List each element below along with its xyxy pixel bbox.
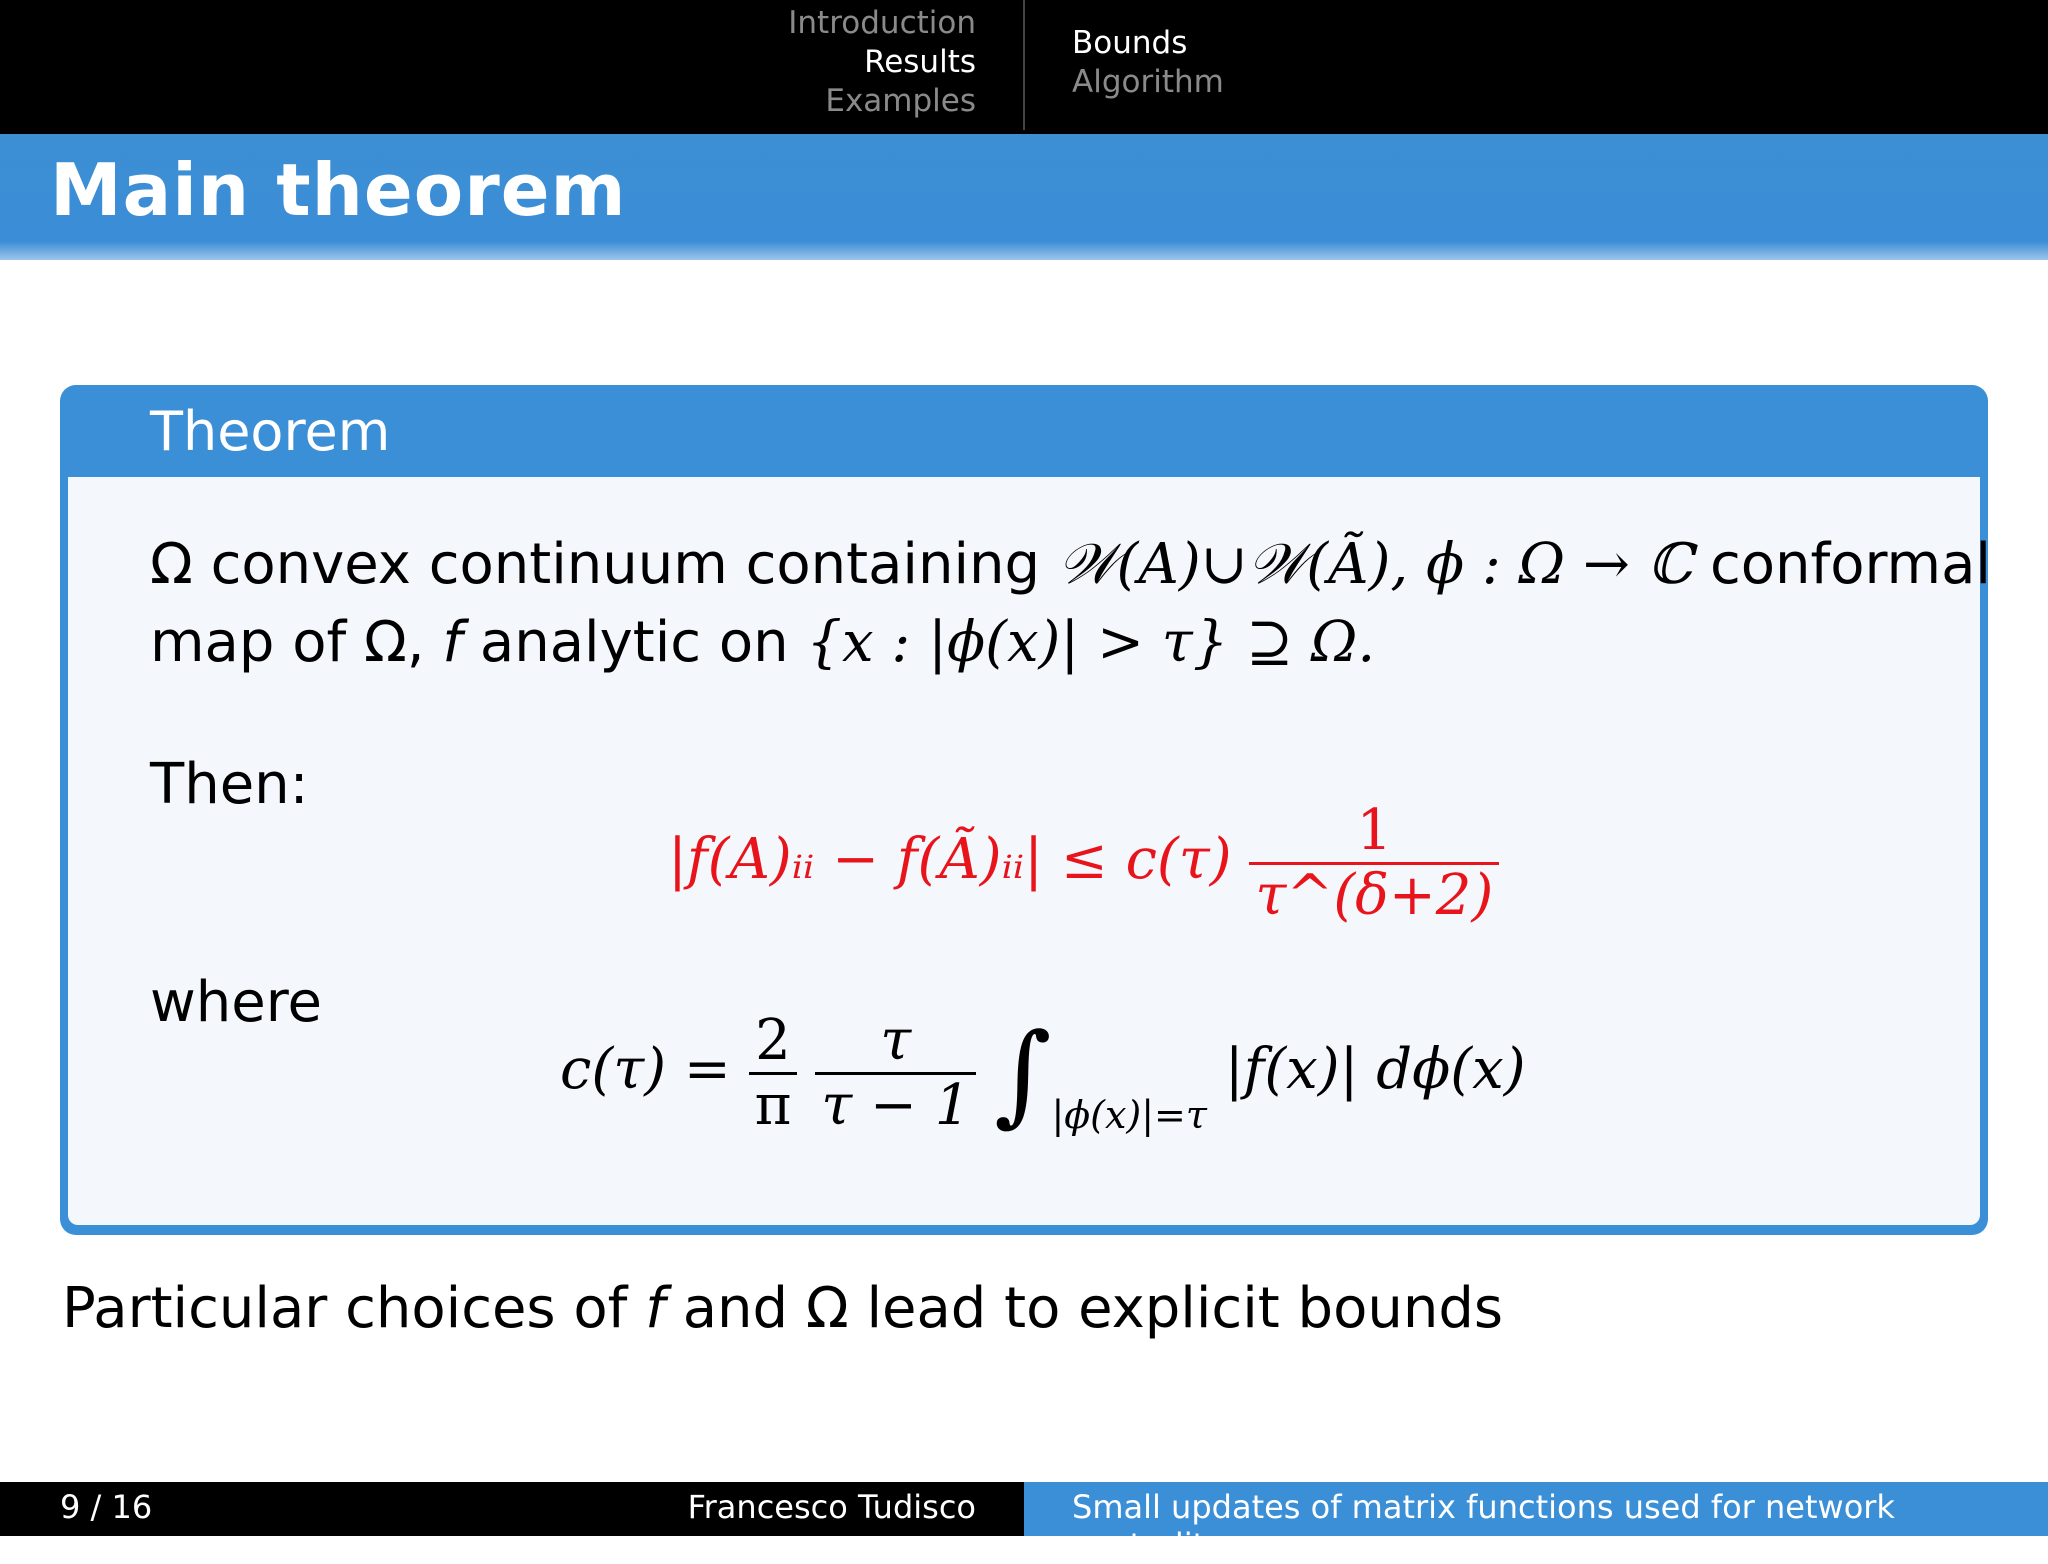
footer-author: Francesco Tudisco	[687, 1488, 976, 1526]
subsection-nav	[1072, 24, 1224, 102]
footer-talk-title: Small updates of matrix functions used for network centrality	[1072, 1488, 1895, 1564]
frac1-den: π	[754, 1073, 792, 1138]
main-inequality	[668, 798, 1494, 928]
conclusion-text	[62, 1274, 1503, 1344]
theorem-line-1	[150, 530, 1991, 600]
nav-divider	[1023, 0, 1025, 130]
slide-title: Main theorem	[50, 148, 627, 232]
line2-text-a: map of Ω,	[150, 610, 443, 675]
page-number: 9 / 16	[60, 1488, 153, 1526]
theorem-line-2	[150, 608, 1375, 678]
integral-limits: |ϕ(x)|=τ	[1051, 1093, 1207, 1137]
line2-text-c: analytic on	[462, 610, 807, 675]
inequality-denominator: τ^(δ+2)	[1255, 863, 1494, 928]
conclusion-a: Particular choices of	[62, 1276, 646, 1341]
theorem-title: Theorem	[150, 400, 391, 463]
frac1-num: 2	[749, 1010, 798, 1075]
inequality-fraction	[1249, 800, 1499, 927]
nav-section-examples[interactable]: Examples	[825, 83, 976, 119]
frac2-den: τ − 1	[821, 1073, 971, 1138]
line1-math: 𝒲(A)∪𝒲(Ã), ϕ : Ω → ℂ	[1057, 532, 1693, 597]
inequality-numerator: 1	[1249, 800, 1499, 865]
line2-f: f	[442, 610, 463, 675]
c-tau-definition	[560, 1008, 1526, 1146]
then-label: Then:	[150, 752, 309, 817]
frac2-num: τ	[815, 1010, 976, 1075]
conclusion-f: f	[645, 1276, 665, 1341]
integral-sign: ∫	[994, 1009, 1052, 1138]
nav-section-introduction[interactable]: Introduction	[788, 5, 976, 41]
tau-fraction	[815, 1010, 976, 1137]
line1-text-c: conformal	[1692, 532, 1991, 597]
two-over-pi	[749, 1010, 798, 1137]
nav-section-results[interactable]: Results	[864, 44, 976, 80]
where-label: where	[150, 970, 322, 1035]
conclusion-b: and Ω lead to explicit bounds	[664, 1276, 1504, 1341]
nav-subsection-bounds[interactable]: Bounds	[1072, 25, 1188, 61]
inequality-lhs: |f(A)ᵢᵢ − f(Ã)ᵢᵢ| ≤ c(τ)	[668, 827, 1232, 892]
c-lhs: c(τ) =	[560, 1037, 731, 1102]
section-nav	[788, 4, 976, 121]
line2-math: {x : |ϕ(x)| > τ} ⊇ Ω.	[806, 610, 1376, 675]
integrand: |f(x)| dϕ(x)	[1224, 1037, 1526, 1102]
line1-text-a: Ω convex continuum containing	[150, 532, 1058, 597]
nav-subsection-algorithm[interactable]: Algorithm	[1072, 64, 1224, 100]
